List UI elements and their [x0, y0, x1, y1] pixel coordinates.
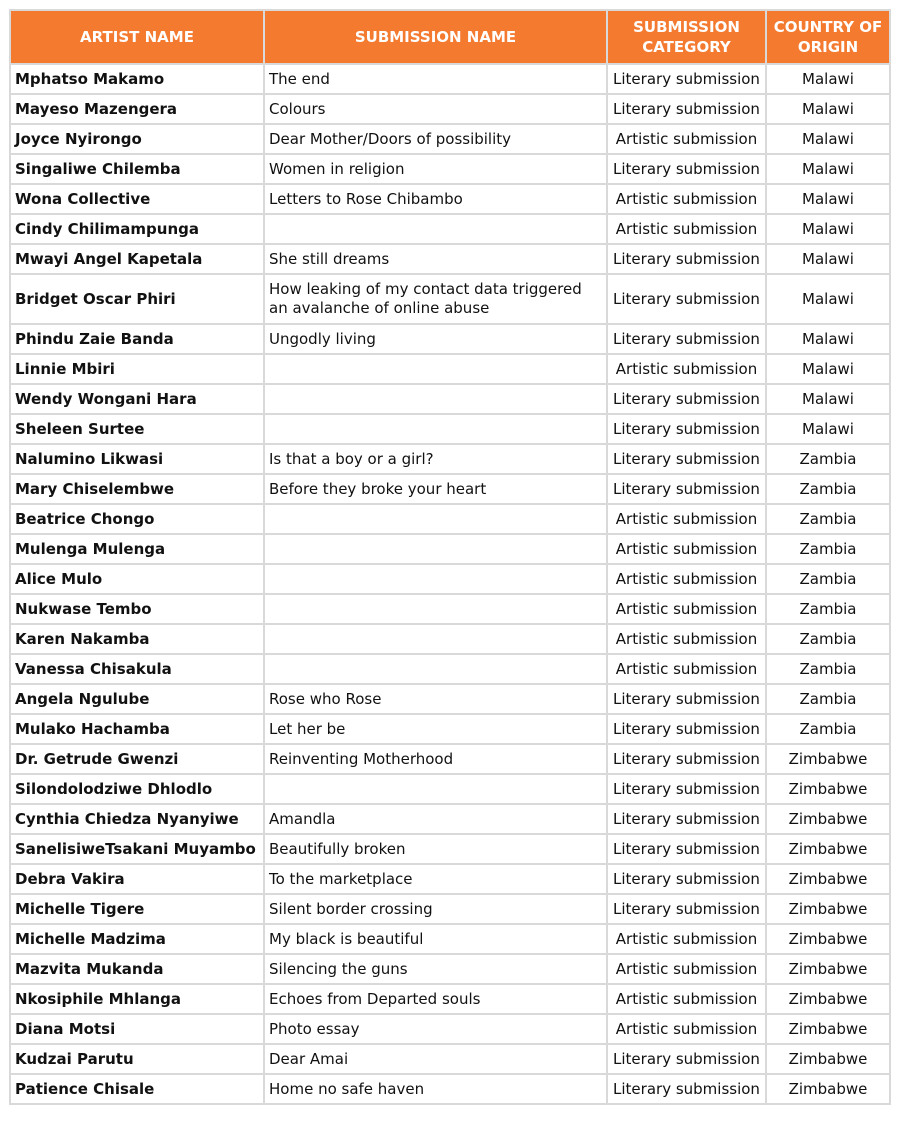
submission-category-cell: Artistic submission: [607, 354, 766, 384]
submission-name-cell: Photo essay: [264, 1014, 607, 1044]
submission-name-cell: [264, 504, 607, 534]
artist-name-cell: Linnie Mbiri: [10, 354, 264, 384]
submission-category-cell: Artistic submission: [607, 654, 766, 684]
country-of-origin-cell: Zimbabwe: [766, 924, 890, 954]
country-of-origin-cell: Zambia: [766, 714, 890, 744]
table-row: [10, 154, 890, 184]
artist-name-cell: Cynthia Chiedza Nyanyiwe: [10, 804, 264, 834]
submission-name-cell: [264, 654, 607, 684]
country-of-origin-cell: Zimbabwe: [766, 864, 890, 894]
country-of-origin-cell: Zimbabwe: [766, 1044, 890, 1074]
artist-name-cell: Nalumino Likwasi: [10, 444, 264, 474]
submission-name-cell: Echoes from Departed souls: [264, 984, 607, 1014]
artist-name-cell: Alice Mulo: [10, 564, 264, 594]
submission-category-cell: Artistic submission: [607, 954, 766, 984]
country-of-origin-cell: Malawi: [766, 414, 890, 444]
submission-name-cell: Silencing the guns: [264, 954, 607, 984]
submission-name-cell: Amandla: [264, 804, 607, 834]
submission-name-cell: My black is beautiful: [264, 924, 607, 954]
header-artist-name: ARTIST NAME: [10, 10, 264, 64]
submission-name-cell: She still dreams: [264, 244, 607, 274]
table-row: [10, 124, 890, 154]
country-of-origin-cell: Zimbabwe: [766, 984, 890, 1014]
submission-category-cell: Artistic submission: [607, 534, 766, 564]
table-row: [10, 1014, 890, 1044]
table-row: [10, 864, 890, 894]
submission-name-cell: Women in religion: [264, 154, 607, 184]
country-of-origin-cell: Zimbabwe: [766, 834, 890, 864]
submission-category-cell: Artistic submission: [607, 984, 766, 1014]
artist-name-cell: Nukwase Tembo: [10, 594, 264, 624]
submission-category-cell: Artistic submission: [607, 924, 766, 954]
country-of-origin-cell: Malawi: [766, 244, 890, 274]
table-row: [10, 1044, 890, 1074]
artist-name-cell: Patience Chisale: [10, 1074, 264, 1104]
country-of-origin-cell: Malawi: [766, 64, 890, 94]
table-row: [10, 504, 890, 534]
artist-name-cell: Joyce Nyirongo: [10, 124, 264, 154]
artist-name-cell: Sheleen Surtee: [10, 414, 264, 444]
submission-category-cell: Literary submission: [607, 894, 766, 924]
submission-name-cell: How leaking of my contact data triggered an avalanche of online abuse: [264, 274, 607, 324]
table-row: [10, 214, 890, 244]
submission-name-cell: [264, 214, 607, 244]
table-header: [10, 10, 890, 64]
artist-name-cell: Debra Vakira: [10, 864, 264, 894]
country-of-origin-cell: Zambia: [766, 444, 890, 474]
country-of-origin-cell: Malawi: [766, 214, 890, 244]
table-row: [10, 354, 890, 384]
artist-name-cell: Mwayi Angel Kapetala: [10, 244, 264, 274]
header-country-of-origin: COUNTRY OF ORIGIN: [766, 10, 890, 64]
submission-name-cell: [264, 624, 607, 654]
artist-name-cell: Wendy Wongani Hara: [10, 384, 264, 414]
table-row: [10, 744, 890, 774]
artist-name-cell: Mazvita Mukanda: [10, 954, 264, 984]
artist-name-cell: Angela Ngulube: [10, 684, 264, 714]
submission-category-cell: Literary submission: [607, 154, 766, 184]
country-of-origin-cell: Malawi: [766, 124, 890, 154]
submission-category-cell: Artistic submission: [607, 184, 766, 214]
submission-category-cell: Literary submission: [607, 684, 766, 714]
submission-category-cell: Literary submission: [607, 444, 766, 474]
table-row: [10, 324, 890, 354]
artist-name-cell: Singaliwe Chilemba: [10, 154, 264, 184]
submission-category-cell: Literary submission: [607, 324, 766, 354]
submission-category-cell: Artistic submission: [607, 624, 766, 654]
artist-name-cell: Mphatso Makamo: [10, 64, 264, 94]
table-row: [10, 804, 890, 834]
table-row: [10, 534, 890, 564]
country-of-origin-cell: Zimbabwe: [766, 1074, 890, 1104]
artist-name-cell: Phindu Zaie Banda: [10, 324, 264, 354]
submission-name-cell: Beautifully broken: [264, 834, 607, 864]
header-submission-name: SUBMISSION NAME: [264, 10, 607, 64]
artist-name-cell: Kudzai Parutu: [10, 1044, 264, 1074]
country-of-origin-cell: Malawi: [766, 384, 890, 414]
artist-name-cell: Mulako Hachamba: [10, 714, 264, 744]
submissions-table: [9, 9, 891, 1105]
submission-name-cell: Home no safe haven: [264, 1074, 607, 1104]
submission-category-cell: Literary submission: [607, 714, 766, 744]
artist-name-cell: Vanessa Chisakula: [10, 654, 264, 684]
submission-category-cell: Literary submission: [607, 774, 766, 804]
table-row: [10, 94, 890, 124]
table-row: [10, 954, 890, 984]
table-row: [10, 984, 890, 1014]
table-row: [10, 774, 890, 804]
artist-name-cell: Beatrice Chongo: [10, 504, 264, 534]
table-row: [10, 714, 890, 744]
submission-category-cell: Artistic submission: [607, 504, 766, 534]
table-body: [10, 64, 890, 1104]
submission-category-cell: Literary submission: [607, 1074, 766, 1104]
country-of-origin-cell: Malawi: [766, 354, 890, 384]
artist-name-cell: Nkosiphile Mhlanga: [10, 984, 264, 1014]
header-submission-category: SUBMISSION CATEGORY: [607, 10, 766, 64]
table-row: [10, 274, 890, 324]
submission-name-cell: Rose who Rose: [264, 684, 607, 714]
table-row: [10, 64, 890, 94]
country-of-origin-cell: Zambia: [766, 504, 890, 534]
artist-name-cell: Michelle Tigere: [10, 894, 264, 924]
artist-name-cell: Bridget Oscar Phiri: [10, 274, 264, 324]
submission-name-cell: Reinventing Motherhood: [264, 744, 607, 774]
submission-category-cell: Literary submission: [607, 244, 766, 274]
submission-category-cell: Artistic submission: [607, 564, 766, 594]
artist-name-cell: Wona Collective: [10, 184, 264, 214]
artist-name-cell: Mary Chiselembwe: [10, 474, 264, 504]
submission-name-cell: Before they broke your heart: [264, 474, 607, 504]
submission-name-cell: [264, 534, 607, 564]
table-row: [10, 384, 890, 414]
submission-category-cell: Literary submission: [607, 64, 766, 94]
country-of-origin-cell: Zambia: [766, 474, 890, 504]
country-of-origin-cell: Zimbabwe: [766, 744, 890, 774]
country-of-origin-cell: Zimbabwe: [766, 1014, 890, 1044]
submission-category-cell: Literary submission: [607, 414, 766, 444]
submission-name-cell: Ungodly living: [264, 324, 607, 354]
country-of-origin-cell: Zambia: [766, 684, 890, 714]
submission-name-cell: [264, 384, 607, 414]
submission-category-cell: Literary submission: [607, 384, 766, 414]
table-row: [10, 894, 890, 924]
country-of-origin-cell: Zimbabwe: [766, 804, 890, 834]
country-of-origin-cell: Malawi: [766, 324, 890, 354]
header-row: [10, 10, 890, 64]
table-row: [10, 834, 890, 864]
artist-name-cell: Dr. Getrude Gwenzi: [10, 744, 264, 774]
table-row: [10, 474, 890, 504]
submission-name-cell: [264, 594, 607, 624]
artist-name-cell: Michelle Madzima: [10, 924, 264, 954]
submission-name-cell: [264, 414, 607, 444]
submission-category-cell: Literary submission: [607, 1044, 766, 1074]
country-of-origin-cell: Malawi: [766, 274, 890, 324]
country-of-origin-cell: Malawi: [766, 184, 890, 214]
country-of-origin-cell: Malawi: [766, 154, 890, 184]
submission-category-cell: Literary submission: [607, 804, 766, 834]
artist-name-cell: Diana Motsi: [10, 1014, 264, 1044]
submission-category-cell: Artistic submission: [607, 214, 766, 244]
table-row: [10, 624, 890, 654]
artist-name-cell: Mulenga Mulenga: [10, 534, 264, 564]
artist-name-cell: Mayeso Mazengera: [10, 94, 264, 124]
table-row: [10, 654, 890, 684]
submission-name-cell: To the marketplace: [264, 864, 607, 894]
submission-category-cell: Literary submission: [607, 274, 766, 324]
table-row: [10, 184, 890, 214]
submission-name-cell: Dear Amai: [264, 1044, 607, 1074]
submission-category-cell: Artistic submission: [607, 1014, 766, 1044]
submission-category-cell: Literary submission: [607, 94, 766, 124]
submission-category-cell: Artistic submission: [607, 594, 766, 624]
country-of-origin-cell: Zambia: [766, 534, 890, 564]
table-row: [10, 684, 890, 714]
submission-name-cell: Letters to Rose Chibambo: [264, 184, 607, 214]
table-row: [10, 1074, 890, 1104]
submission-name-cell: Silent border crossing: [264, 894, 607, 924]
country-of-origin-cell: Zambia: [766, 624, 890, 654]
submission-category-cell: Literary submission: [607, 864, 766, 894]
submission-name-cell: Let her be: [264, 714, 607, 744]
country-of-origin-cell: Zimbabwe: [766, 954, 890, 984]
artist-name-cell: SanelisiweTsakani Muyambo: [10, 834, 264, 864]
submission-name-cell: Is that a boy or a girl?: [264, 444, 607, 474]
submission-name-cell: [264, 354, 607, 384]
country-of-origin-cell: Zimbabwe: [766, 894, 890, 924]
country-of-origin-cell: Zimbabwe: [766, 774, 890, 804]
country-of-origin-cell: Zambia: [766, 564, 890, 594]
artist-name-cell: Silondolodziwe Dhlodlo: [10, 774, 264, 804]
submission-name-cell: The end: [264, 64, 607, 94]
artist-name-cell: Cindy Chilimampunga: [10, 214, 264, 244]
country-of-origin-cell: Zambia: [766, 594, 890, 624]
country-of-origin-cell: Malawi: [766, 94, 890, 124]
table-row: [10, 444, 890, 474]
submission-name-cell: [264, 774, 607, 804]
submission-name-cell: Dear Mother/Doors of possibility: [264, 124, 607, 154]
submission-category-cell: Literary submission: [607, 744, 766, 774]
table-row: [10, 594, 890, 624]
country-of-origin-cell: Zambia: [766, 654, 890, 684]
table-row: [10, 564, 890, 594]
table-row: [10, 244, 890, 274]
submission-category-cell: Artistic submission: [607, 124, 766, 154]
table-row: [10, 924, 890, 954]
submission-name-cell: [264, 564, 607, 594]
submission-category-cell: Literary submission: [607, 834, 766, 864]
artist-name-cell: Karen Nakamba: [10, 624, 264, 654]
submission-category-cell: Literary submission: [607, 474, 766, 504]
submission-name-cell: Colours: [264, 94, 607, 124]
table-row: [10, 414, 890, 444]
